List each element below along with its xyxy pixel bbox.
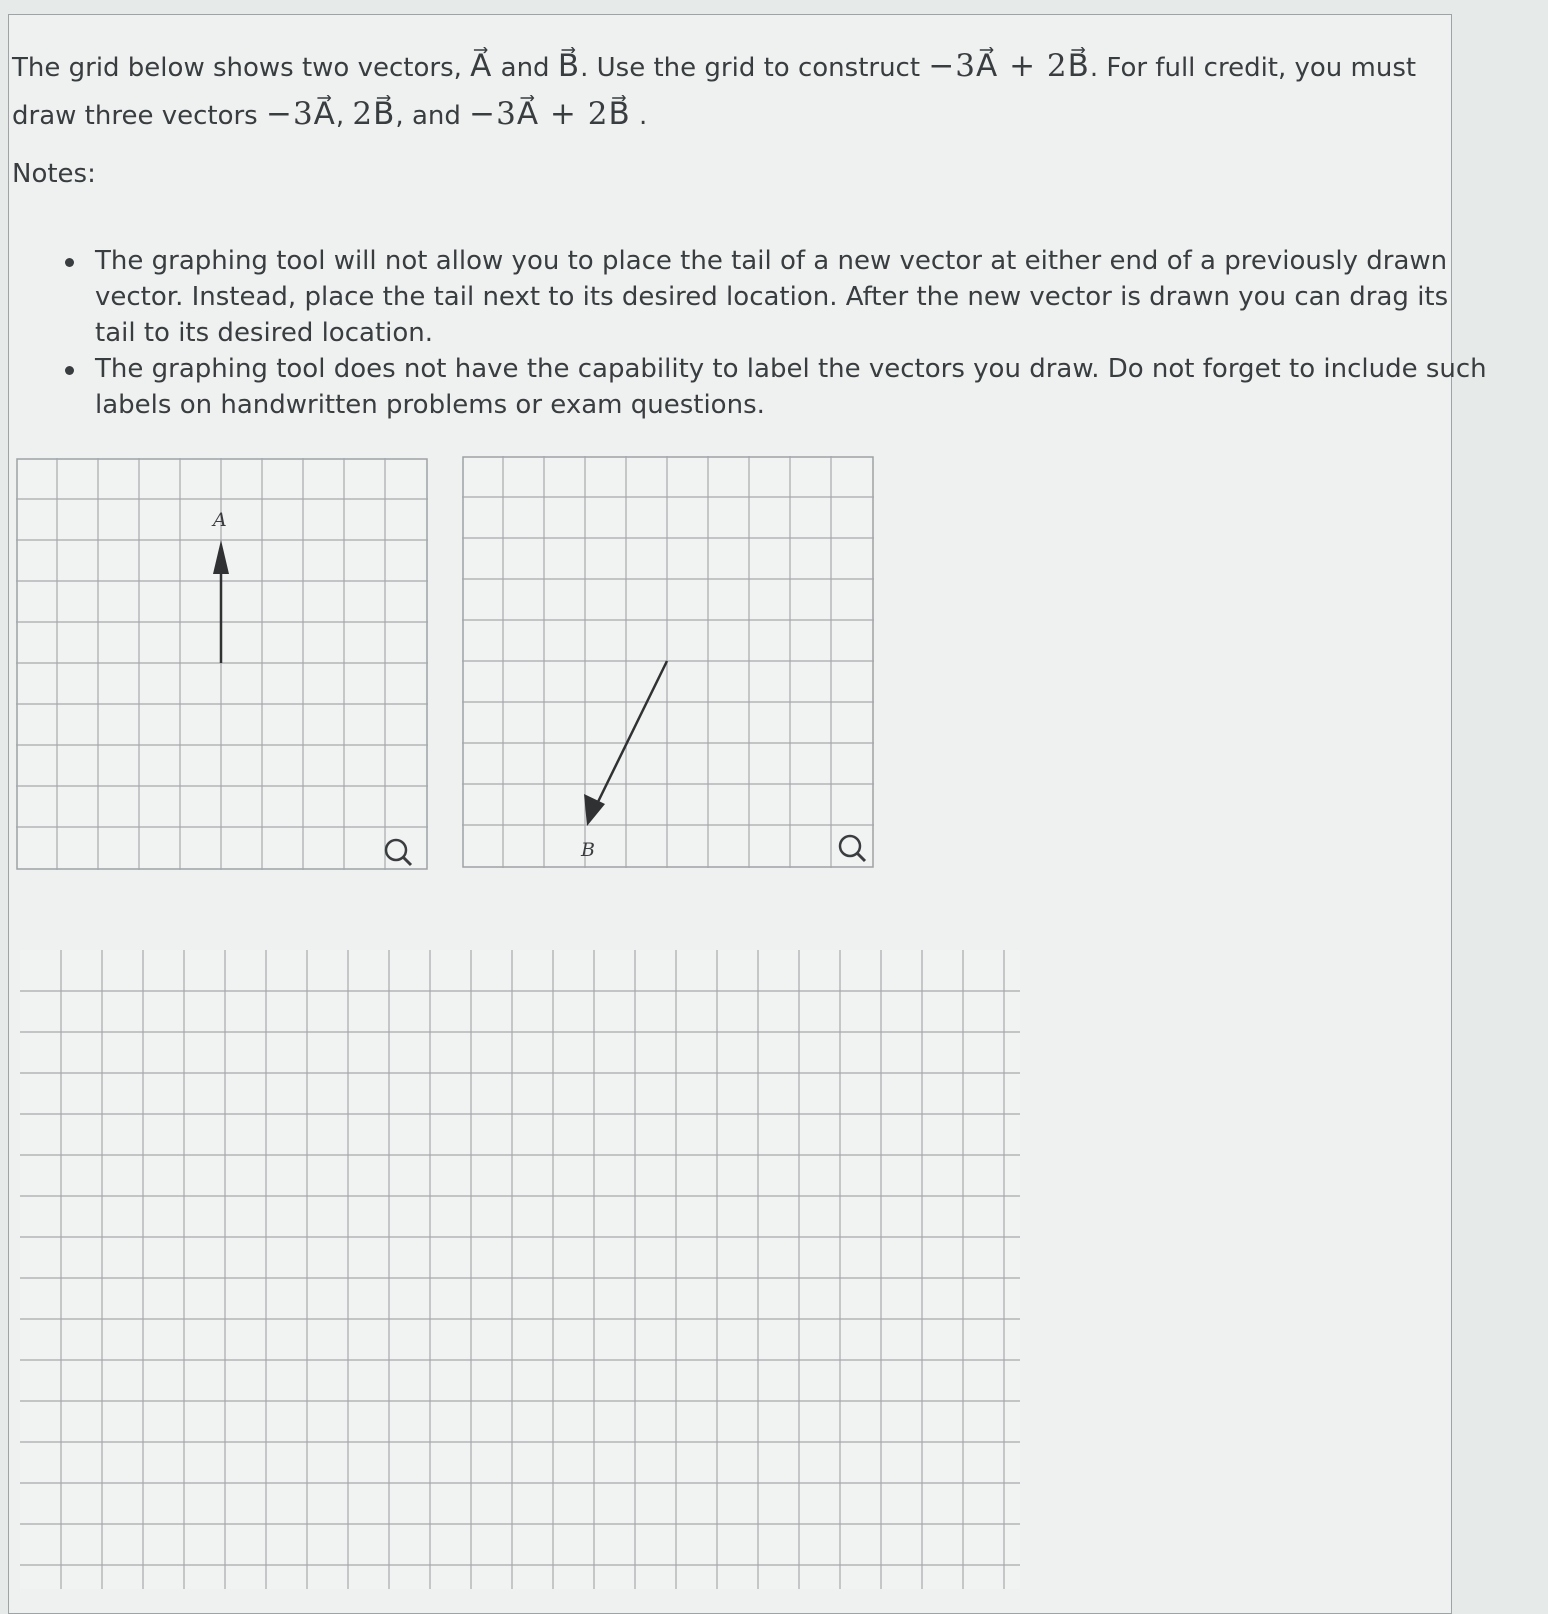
notes-list <box>9 243 1495 423</box>
prompt-end: . <box>638 101 648 131</box>
note-item-2: The graphing tool does not have the capability to label the vectors you draw. Do not forget to include such labels on handwritten problems or exam questions. <box>95 351 1495 423</box>
required-vector-1: −3A⃗ <box>265 96 336 132</box>
prompt-and-2: , and <box>395 101 461 131</box>
notes-heading: Notes: <box>12 159 96 189</box>
required-vector-3: −3A⃗ + 2B⃗ <box>469 96 631 132</box>
prompt-and-1: and <box>500 53 550 83</box>
prompt-text-3: . For full credit, you must draw three vectors <box>12 53 1417 131</box>
prompt-text-2: . Use the grid to construct <box>580 53 921 83</box>
vector-b-symbol: B⃗ <box>557 48 581 84</box>
vector-a-label: A <box>213 509 227 531</box>
note-item-1: The graphing tool will not allow you to place the tail of a new vector at either end of a previously drawn vector. Instead, place the tail next to its desired location. After the new vector is drawn you can drag its tail to its desired location. <box>95 243 1495 351</box>
target-expression: −3A⃗ + 2B⃗ <box>928 48 1090 84</box>
answer-drawing-grid[interactable] <box>20 950 1020 1589</box>
answer-grid-svg[interactable] <box>20 950 1020 1589</box>
prompt-comma: , <box>335 101 345 131</box>
vector-a-graph-svg <box>16 458 428 870</box>
prompt-text-1: The grid below shows two vectors, <box>12 53 462 83</box>
vector-a-graph <box>16 458 428 870</box>
required-vector-2: 2B⃗ <box>352 96 396 132</box>
vector-b-graph-svg <box>462 456 874 868</box>
vector-b-label: B <box>581 839 595 861</box>
vector-a-symbol: A⃗ <box>470 48 493 84</box>
problem-statement <box>12 43 1452 139</box>
vector-b-graph <box>462 456 874 868</box>
